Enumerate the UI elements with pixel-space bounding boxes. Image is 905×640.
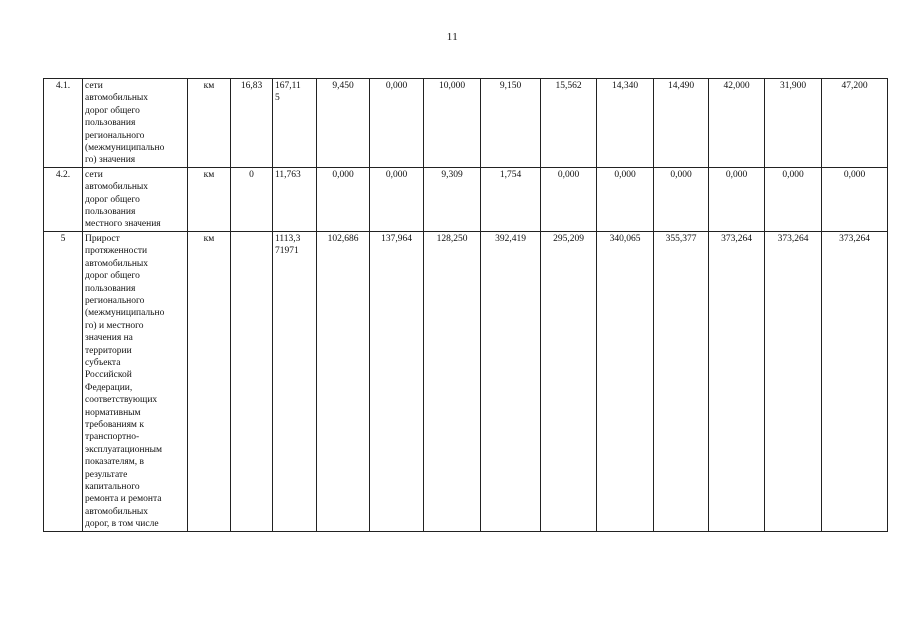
value-cell: 0,000 [765,167,822,231]
value-cell: 0,000 [370,167,424,231]
value-cell: 0,000 [541,167,597,231]
value-cell: 0,000 [822,167,888,231]
value-cell: 295,209 [541,231,597,531]
table-row [44,231,888,531]
value-cell: 0,000 [654,167,709,231]
table-row [44,79,888,168]
value-cell: 128,250 [424,231,481,531]
value-cell: 0 [231,167,273,231]
value-cell: 14,340 [597,79,654,168]
value-cell: 0,000 [317,167,370,231]
value-cell [231,231,273,531]
value-cell: 10,000 [424,79,481,168]
value-cell: 0,000 [597,167,654,231]
road-indicators-table [43,78,888,532]
value-cell: 137,964 [370,231,424,531]
row-number: 5 [44,231,83,531]
value-cell: 167,11 5 [273,79,317,168]
value-cell: 9,450 [317,79,370,168]
indicator-name: сети автомобильных дорог общего пользования местного значения [83,167,188,231]
value-cell: 0,000 [370,79,424,168]
value-cell: 1113,3 71971 [273,231,317,531]
row-number: 4.1. [44,79,83,168]
indicator-name: сети автомобильных дорог общего пользования регионального (межмуниципальнo го) значения [83,79,188,168]
page-number: 11 [446,31,459,43]
value-cell: 0,000 [709,167,765,231]
unit-cell: км [188,167,231,231]
value-cell: 31,900 [765,79,822,168]
value-cell: 9,309 [424,167,481,231]
value-cell: 373,264 [822,231,888,531]
value-cell: 1,754 [481,167,541,231]
value-cell: 102,686 [317,231,370,531]
indicator-name: Прирост протяженности автомобильных дорог общего пользования регионального (межмуниципально го) и местного значения на территории субъекта Российской Федерации, соответствующих нормативным требованиям к транспортно- эксплуатационным показателям, в результате капитального ремонта и ремонта автомобильных дорог, в том числе [83,231,188,531]
unit-cell: км [188,231,231,531]
value-cell: 373,264 [765,231,822,531]
value-cell: 355,377 [654,231,709,531]
value-cell: 42,000 [709,79,765,168]
value-cell: 373,264 [709,231,765,531]
value-cell: 9,150 [481,79,541,168]
value-cell: 16,83 [231,79,273,168]
row-number: 4.2. [44,167,83,231]
value-cell: 340,065 [597,231,654,531]
value-cell: 47,200 [822,79,888,168]
value-cell: 14,490 [654,79,709,168]
value-cell: 11,763 [273,167,317,231]
table-row [44,167,888,231]
unit-cell: км [188,79,231,168]
value-cell: 15,562 [541,79,597,168]
value-cell: 392,419 [481,231,541,531]
